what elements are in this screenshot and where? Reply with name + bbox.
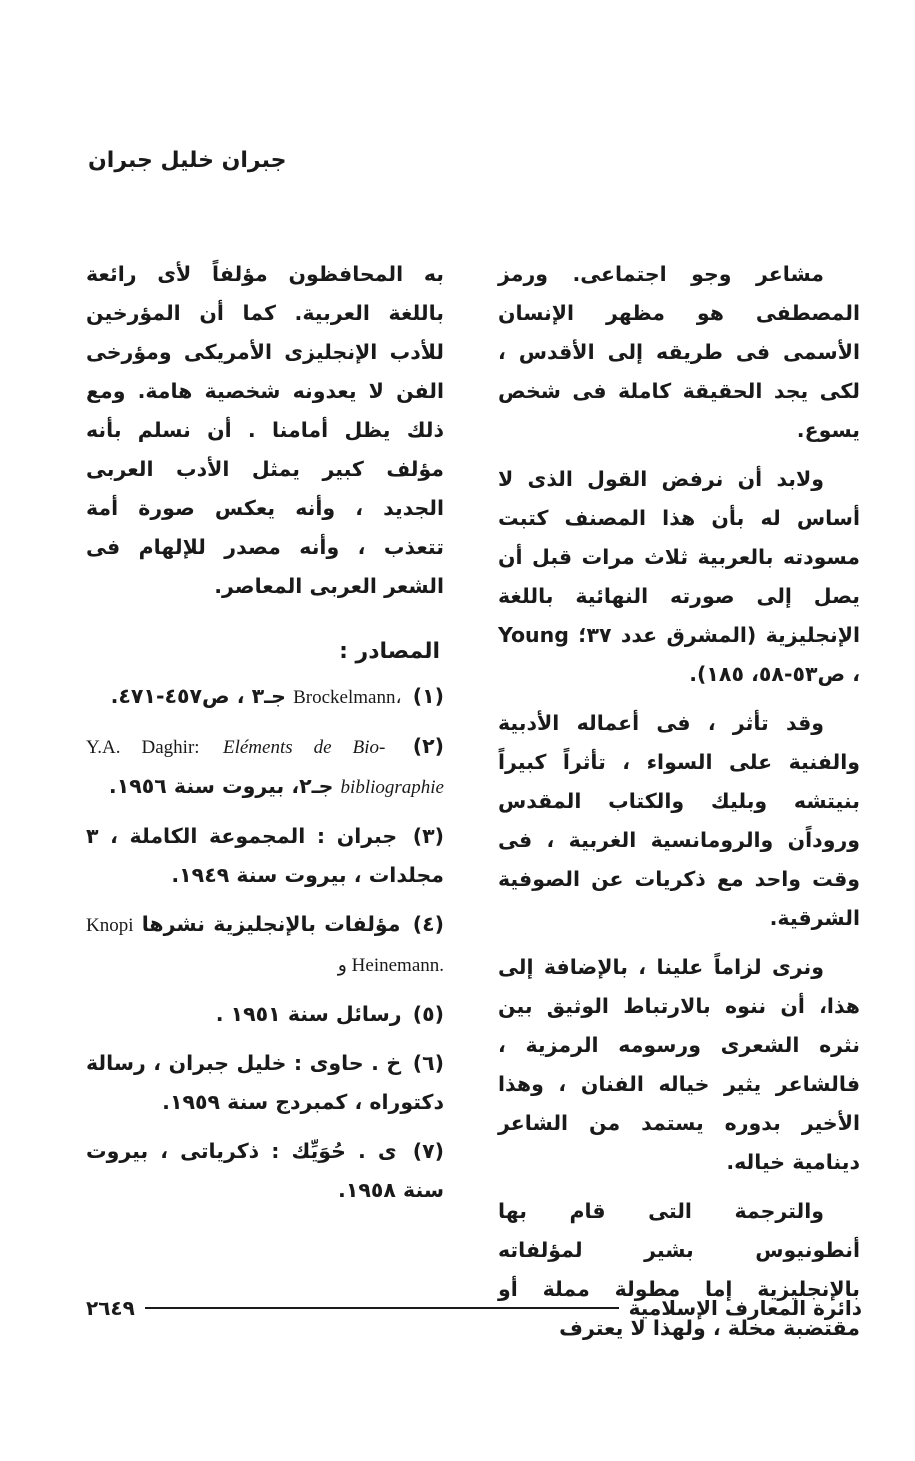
paragraph: وقد تأثر ، فى أعماله الأدبية والفنية على السواء ، تأثراً كبيراً بنيتشه وبليك والكتاب المقدس وروداًن والرومانسية الغربية ، فى وقت واحد مع ذكريات عن الصوفية الشرقية. (498, 711, 860, 930)
reference-text: خ . حاوى : خليل جبران ، رسالة دكتوراه ، كمبردج سنة ١٩٥٩. (86, 1051, 444, 1114)
reference-latin-italic: Eléments de Bio-bibliographie (222, 737, 444, 798)
sources-heading: المصادر : (339, 639, 440, 664)
publication-title: دائرة المعارف الإسلامية (628, 1296, 862, 1320)
reference-item (86, 817, 444, 895)
reference-text: مؤلفات بالإنجليزية نشرها (133, 912, 401, 936)
reference-item (86, 995, 444, 1034)
left-column (86, 255, 444, 1220)
reference-item (86, 1044, 444, 1122)
reference-number: (٧) (412, 1139, 445, 1163)
paragraph: ونرى لزاماً علينا ، بالإضافة إلى هذا، أن ننوه بالارتباط الوثيق بين نثره الشعرى ورسومه الرمزية ، فالشاعر يثير خياله الفنان ، وهذا الأخير بدوره يستمد من الشاعر دينامية خياله. (498, 955, 860, 1174)
page-number: ٢٦٤٩ (86, 1296, 135, 1320)
reference-number: (٦) (412, 1051, 445, 1075)
footer-rule (145, 1307, 619, 1309)
reference-text: جـ٣ ، ص٤٥٧-٤٧١. (110, 684, 294, 708)
paragraph: ولابد أن نرفض القول الذى لا أساس له بأن هذا المصنف كتبت مسودته بالعربية ثلاث مرات قبل أن يصل إلى صورته النهائية باللغة الإنجليزية (المشرق عدد ٣٧؛ Young ، ص٥٣-٥٨، ١٨٥). (498, 467, 860, 686)
reference-item (86, 1132, 444, 1210)
reference-number: (٤) (412, 912, 444, 936)
reference-item (86, 677, 444, 717)
reference-latin: Y.A. Daghir: (86, 737, 200, 758)
reference-text: ى . حُوَيِّك : ذكرياتى ، بيروت سنة ١٩٥٨. (86, 1139, 444, 1202)
reference-text: جبران : المجموعة الكاملة ، ٣ مجلدات ، بيروت سنة ١٩٤٩. (86, 824, 444, 887)
paragraph: والترجمة التى قام بها أنطونيوس بشير لمؤلفاته بالإنجليزية إما مطولة مملة أو مقتضبة مخلة ، ولهذا لا يعترف (498, 1199, 860, 1340)
paragraph: مشاعر وجو اجتماعى. ورمز المصطفى هو مظهر الإنسان الأسمى فى طريقه إلى الأقدس ، لكى يجد الحقيقة كاملة فى شخص يسوع. (498, 262, 860, 442)
reference-item (86, 727, 444, 807)
reference-text: جـ٢، بيروت سنة ١٩٥٦. (108, 774, 341, 798)
reference-number: (١) (412, 684, 444, 708)
reference-number: (٥) (412, 1002, 444, 1026)
reference-number: (٣) (412, 824, 445, 848)
right-column (498, 255, 860, 1358)
reference-text: رسائل سنة ١٩٥١ . (215, 1002, 402, 1026)
paragraph: به المحافظون مؤلفاً لأى رائعة باللغة العربية. كما أن المؤرخين للأدب الإنجليزى الأمريكى ومؤرخى الفن لا يعدونه شخصية هامة. ومع ذلك يظل أمامنا . أن نسلم بأنه مؤلف كبير يمثل الأدب العربى الجديد ، وأنه يعكس صورة أمة تتعذب ، وأنه مصدر للإلهام فى الشعر العربى المعاصر. (86, 262, 444, 598)
reference-item (86, 905, 444, 985)
reference-latin: Brockelmann، (293, 687, 402, 708)
running-title: جبران خليل جبران (88, 148, 287, 173)
reference-number: (٢) (412, 734, 445, 758)
page-footer (86, 1293, 862, 1323)
reference-latin: Knopi و Heinemann. (86, 915, 444, 976)
